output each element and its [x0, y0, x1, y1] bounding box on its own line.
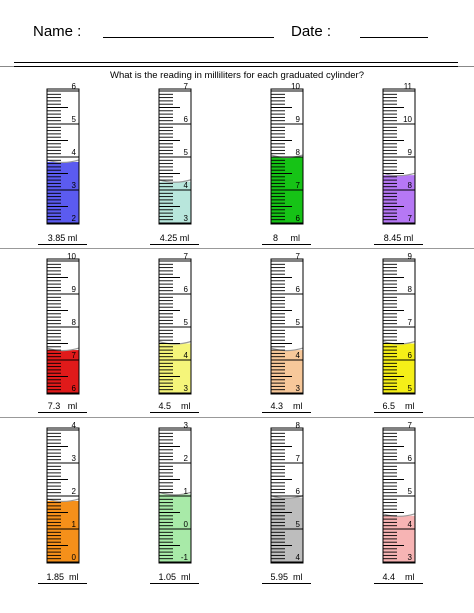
tick-label: 7 — [295, 181, 300, 190]
tick-label: 3 — [183, 384, 188, 393]
tick-label: 0 — [71, 553, 76, 562]
divider-thin-left — [0, 66, 14, 67]
tick-label: 10 — [291, 82, 300, 91]
graduated-cylinder — [46, 82, 81, 227]
row-separator-1 — [0, 248, 474, 249]
tick-label: 4 — [71, 421, 76, 430]
tick-label: 7 — [295, 252, 300, 261]
tick-label: 2 — [71, 214, 76, 223]
tick-label: 6 — [295, 214, 300, 223]
answer-label: 7.3 ml — [38, 401, 87, 413]
tick-label: 5 — [295, 318, 300, 327]
graduated-cylinder — [270, 252, 305, 397]
answer-label: 8 ml — [262, 233, 311, 245]
answer-label: 3.85 ml — [38, 233, 87, 245]
tick-label: 3 — [71, 181, 76, 190]
tick-label: 6 — [407, 454, 412, 463]
tick-label: 7 — [71, 351, 76, 360]
tick-label: 4 — [407, 520, 412, 529]
answer-label: 4.4 ml — [374, 572, 423, 584]
tick-label: 8 — [407, 181, 412, 190]
tick-label: 6 — [295, 285, 300, 294]
tick-label: 4 — [183, 351, 188, 360]
tick-label: 9 — [295, 115, 300, 124]
divider-thick — [14, 62, 458, 67]
tick-label: 10 — [403, 115, 412, 124]
instructions: What is the reading in milliliters for each graduated cylinder? — [110, 70, 364, 81]
answer-label: 4.25 ml — [150, 233, 199, 245]
graduated-cylinder — [270, 421, 305, 566]
tick-label: 6 — [71, 82, 76, 91]
graduated-cylinder — [382, 252, 417, 397]
tick-label: 9 — [407, 252, 412, 261]
answer-label: 1.05 ml — [150, 572, 199, 584]
graduated-cylinder — [270, 82, 305, 227]
tick-label: 7 — [407, 421, 412, 430]
date-line[interactable] — [360, 37, 428, 38]
graduated-cylinder — [158, 82, 193, 227]
tick-label: 4 — [295, 351, 300, 360]
answer-label: 8.45 ml — [374, 233, 423, 245]
graduated-cylinder — [158, 421, 193, 566]
tick-label: 3 — [295, 384, 300, 393]
graduated-cylinder — [46, 252, 81, 397]
tick-label: 4 — [183, 181, 188, 190]
tick-label: 5 — [71, 115, 76, 124]
name-label: Name : — [33, 23, 82, 40]
tick-label: 7 — [295, 454, 300, 463]
tick-label: 9 — [407, 148, 412, 157]
tick-label: 8 — [295, 421, 300, 430]
tick-label: 6 — [183, 115, 188, 124]
tick-label: 2 — [183, 454, 188, 463]
answer-label: 4.5 ml — [150, 401, 199, 413]
tick-label: 0 — [183, 520, 188, 529]
tick-label: 3 — [407, 553, 412, 562]
tick-label: 3 — [183, 421, 188, 430]
divider-thin-right — [458, 66, 474, 67]
tick-label: 8 — [71, 318, 76, 327]
tick-label: 5 — [295, 520, 300, 529]
tick-label: 4 — [295, 553, 300, 562]
tick-label: 7 — [183, 252, 188, 261]
tick-label: 6 — [71, 384, 76, 393]
tick-label: 5 — [183, 148, 188, 157]
answer-label: 4.3 ml — [262, 401, 311, 413]
tick-label: 1 — [71, 520, 76, 529]
tick-label: 7 — [407, 214, 412, 223]
tick-label: -1 — [180, 553, 188, 562]
answer-label: 1.85 ml — [38, 572, 87, 584]
tick-label: 1 — [183, 487, 188, 496]
tick-label: 8 — [407, 285, 412, 294]
tick-label: 5 — [407, 384, 412, 393]
tick-label: 8 — [295, 148, 300, 157]
graduated-cylinder — [382, 82, 417, 227]
tick-label: 7 — [183, 82, 188, 91]
graduated-cylinder — [382, 421, 417, 566]
tick-label: 6 — [407, 351, 412, 360]
name-line[interactable] — [103, 37, 274, 38]
answer-label: 6.5 ml — [374, 401, 423, 413]
tick-label: 9 — [71, 285, 76, 294]
tick-label: 3 — [71, 454, 76, 463]
tick-label: 5 — [407, 487, 412, 496]
graduated-cylinder — [158, 252, 193, 397]
tick-label: 3 — [183, 214, 188, 223]
tick-label: 5 — [183, 318, 188, 327]
row-separator-2 — [0, 417, 474, 418]
tick-label: 10 — [67, 252, 76, 261]
tick-label: 6 — [295, 487, 300, 496]
answer-label: 5.95 ml — [262, 572, 311, 584]
tick-label: 11 — [403, 82, 412, 91]
graduated-cylinder — [46, 421, 81, 566]
tick-label: 4 — [71, 148, 76, 157]
date-label: Date : — [291, 23, 332, 40]
tick-label: 2 — [71, 487, 76, 496]
tick-label: 7 — [407, 318, 412, 327]
tick-label: 6 — [183, 285, 188, 294]
